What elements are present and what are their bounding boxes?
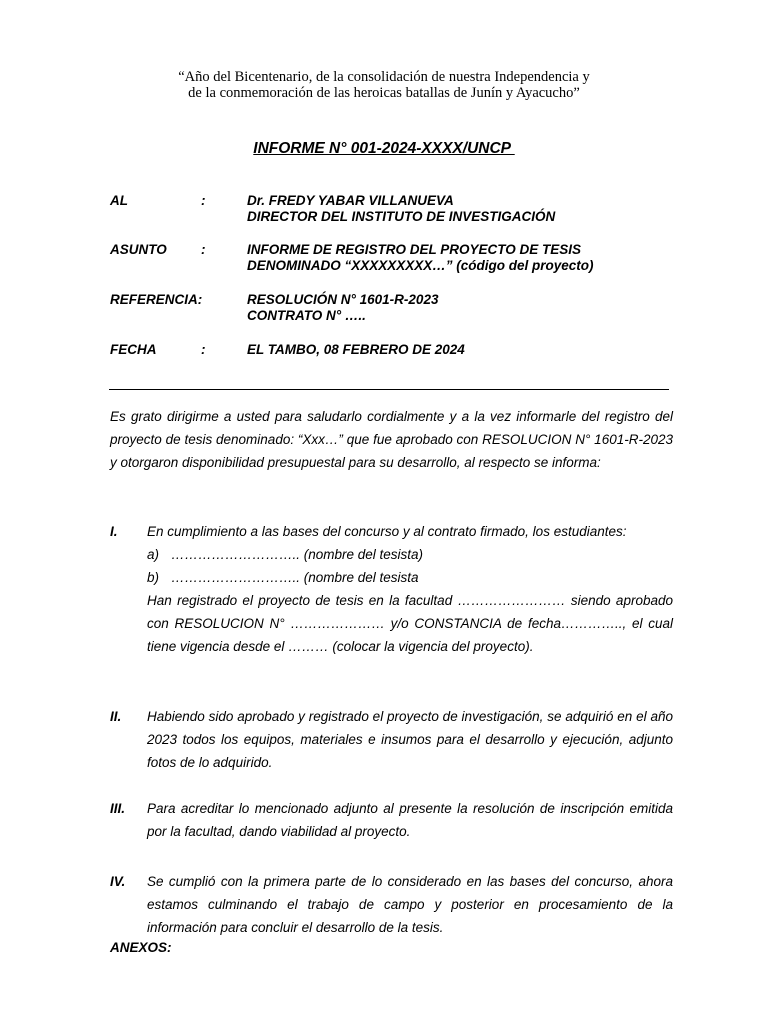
motto-line-1: “Año del Bicentenario, de la consolidación de nuestra Independencia y xyxy=(178,69,590,85)
asunto-label: ASUNTO xyxy=(110,242,167,257)
section-4-text: Se cumplió con la primera parte de lo considerado en las bases del concurso, ahora estamos culminando el trabajo de campo y posterior en procesamiento de la información para concluir el desarrollo de la tesis. xyxy=(147,874,673,935)
student-a-text: ……………………….. (nombre del tesista) xyxy=(171,547,424,562)
asunto-line-1: INFORME DE REGISTRO DEL PROYECTO DE TESIS xyxy=(247,242,582,257)
al-colon: : xyxy=(201,193,206,208)
referencia-label: REFERENCIA: xyxy=(110,292,203,307)
student-b-text: ……………………….. (nombre del tesista xyxy=(171,570,419,585)
intro-paragraph: Es grato dirigirme a usted para saludarlo cordialmente y a la vez informarle del registro del proyecto de tesis denominado: “Xxx…” que fue aprobado con RESOLUCION N° 1601-R-2023 y otorgaron disponibilidad presupuestal para su desarrollo, al respecto se informa: xyxy=(110,409,673,470)
section-2-text: Habiendo sido aprobado y registrado el proyecto de investigación, se adquirió en el año 2023 todos los equipos, materiales e insumos para el desarrollo y ejecución, adjunto fotos de lo adquirido. xyxy=(147,709,673,770)
fecha-label: FECHA xyxy=(110,342,157,357)
referencia-line-2: CONTRATO N° ….. xyxy=(247,308,366,323)
al-line-2: DIRECTOR DEL INSTITUTO DE INVESTIGACIÓN xyxy=(247,209,556,224)
section-2-number: II. xyxy=(110,709,122,724)
section-1-text: Han registrado el proyecto de tesis en la facultad …………………… siendo aprobado con RESOLUCION N° ………………… y/o CONSTANCIA de fecha………….., el cual tiene vigencia desde el ……… (colocar la vigencia del proyecto). xyxy=(147,593,673,654)
al-label: AL xyxy=(110,193,128,208)
motto-line-2: de la conmemoración de las heroicas batallas de Junín y Ayacucho” xyxy=(188,85,580,101)
student-a xyxy=(147,543,673,566)
report-title: INFORME N° 001-2024-XXXX/UNCP xyxy=(253,140,515,157)
section-1-content xyxy=(147,520,673,658)
section-3-number: III. xyxy=(110,801,126,816)
student-b-label: b) xyxy=(147,570,160,585)
asunto-line-2: DENOMINADO “XXXXXXXXX…” (código del proyecto) xyxy=(247,258,594,273)
al-value xyxy=(247,193,555,225)
section-1-lead: En cumplimiento a las bases del concurso y al contrato firmado, los estudiantes: xyxy=(147,524,627,539)
section-4-number: IV. xyxy=(110,874,126,889)
fecha-value: EL TAMBO, 08 FEBRERO DE 2024 xyxy=(247,342,465,357)
fecha-colon: : xyxy=(201,342,206,357)
student-b xyxy=(147,566,673,589)
section-1-number: I. xyxy=(110,524,118,539)
asunto-colon: : xyxy=(201,242,206,257)
separator-line xyxy=(109,389,669,390)
student-a-label: a) xyxy=(147,547,160,562)
year-motto xyxy=(110,69,658,101)
referencia-value xyxy=(247,292,438,324)
referencia-line-1: RESOLUCIÓN N° 1601-R-2023 xyxy=(247,292,439,307)
asunto-value xyxy=(247,242,594,274)
annex-heading: ANEXOS: xyxy=(110,940,172,955)
section-3-text: Para acreditar lo mencionado adjunto al presente la resolución de inscripción emitida por la facultad, dando viabilidad al proyecto. xyxy=(147,801,673,839)
al-line-1: Dr. FREDY YABAR VILLANUEVA xyxy=(247,193,454,208)
